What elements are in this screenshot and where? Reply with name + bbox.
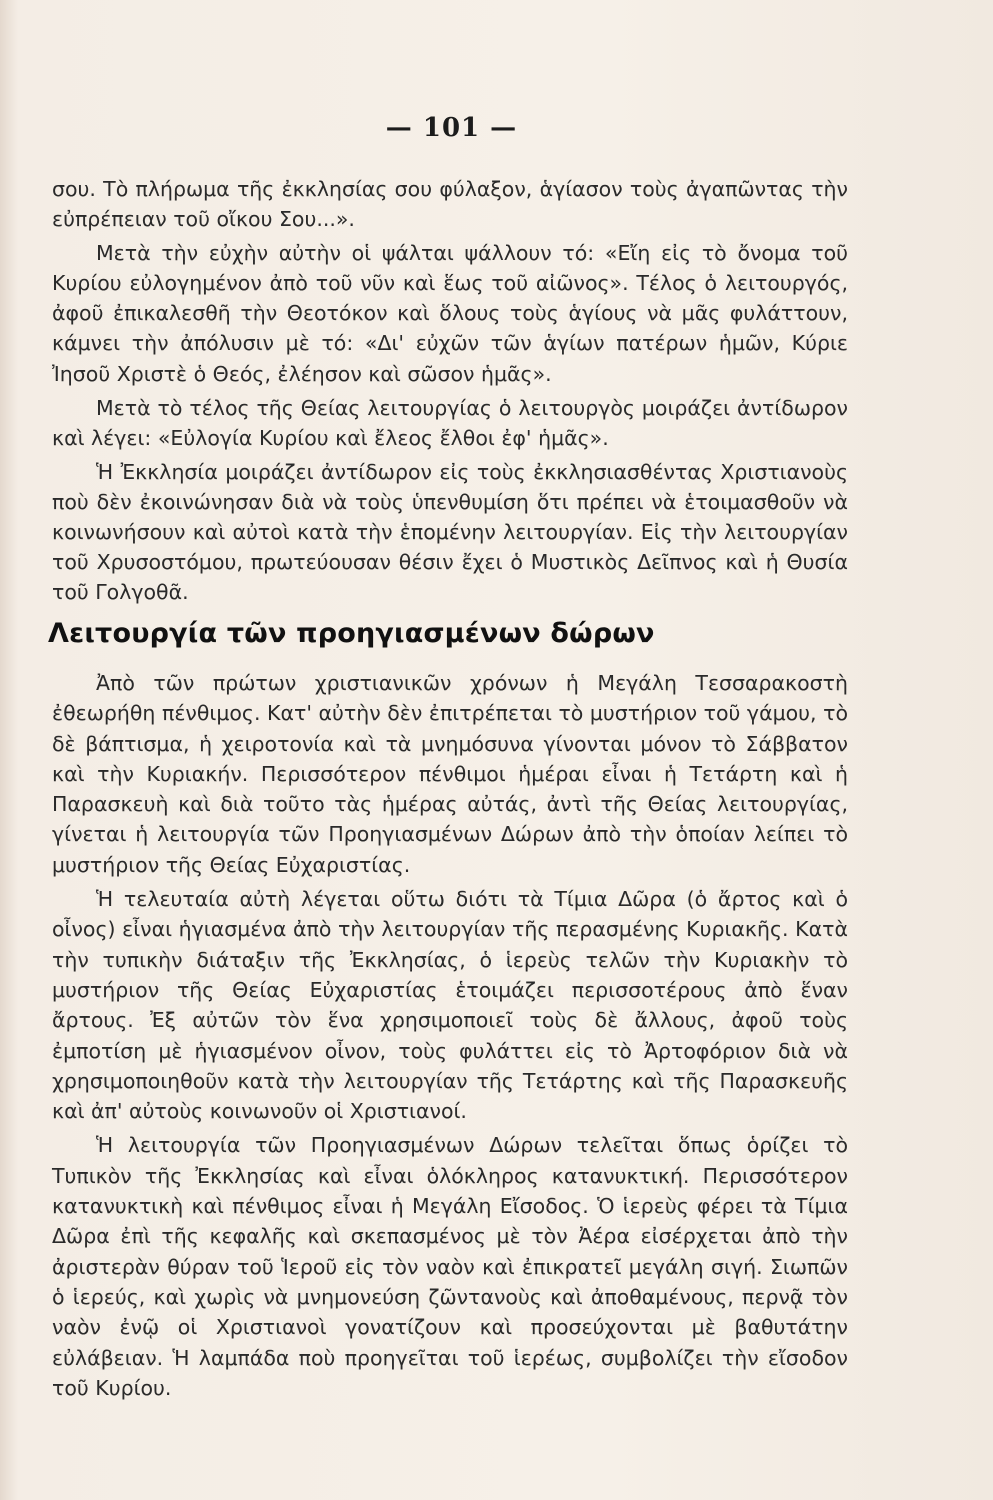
paragraph-continuation: σου. Τὸ πλήρωμα τῆς ἐκκλησίας σου φύλαξον, ἁγίασον τοὺς ἀγαπῶντας τὴν εὐπρέπειαν τοῦ οἴκου Σου...». [52, 177, 848, 232]
section-body [52, 668, 848, 1403]
paragraph-after-prayer: Μετὰ τὴν εὐχὴν αὐτὴν οἱ ψάλται ψάλλουν τό: «Εἴη εἰς τὸ ὄνομα τοῦ Κυρίου εὐλογημένον ἀπὸ τοῦ νῦν καὶ ἕως τοῦ αἰῶνος». Τέλος ὁ λειτουργός, ἀφοῦ ἐπικαλεσθῆ τὴν Θεοτόκον καὶ ὅλους τοὺς ἁγίους νὰ μᾶς φυλάττουν, κάμνει τὴν ἀπόλυσιν μὲ τό: «Δι' εὐχῶν τῶν ἁγίων πατέρων ἡμῶν, Κύριε Ἰησοῦ Χριστὲ ὁ Θεός, ἐλέησον καὶ σῶσον ἡμᾶς». [52, 241, 848, 386]
section-paragraph: Ἀπὸ τῶν πρώτων χριστιανικῶν χρόνων ἡ Μεγάλη Τεσσαρακοστὴ ἐθεωρήθη πένθιμος. Κατ' αὐτὴν δὲν ἐπιτρέπεται τὸ μυστήριον τοῦ γάμου, τὸ δὲ βάπτισμα, ἡ χειροτονία καὶ τὰ μνημόσυνα γίνονται μόνον τὸ Σάββατον καὶ τὴν Κυριακήν. Περισσότερον πένθιμοι ἡμέραι εἶναι ἡ Τετάρτη καὶ ἡ Παρασκευὴ καὶ διὰ τοῦτο τὰς ἡμέρας αὐτάς, ἀντὶ τῆς Θείας λειτουργίας, γίνεται ἡ λειτουργία τῶν Προηγιασμένων Δώρων ἀπὸ τὴν ὁποίαν λείπει τὸ μυστήριον τῆς Θείας Εὐχαριστίας. [52, 671, 848, 877]
paragraph-antidoron: Ἡ Ἐκκλησία μοιράζει ἀντίδωρον εἰς τοὺς ἐκκλησιασθέντας Χριστιανοὺς ποὺ δὲν ἐκοινώνησαν διὰ νὰ τοὺς ὑπενθυμίση ὅτι πρέπει νὰ ἑτοιμασθοῦν νὰ κοινωνήσουν καὶ αὐτοὶ κατὰ τὴν ἑπομένην λειτουργίαν. Εἰς τὴν λειτουργίαν τοῦ Χρυσοστόμου, πρωτεύουσαν θέσιν ἔχει ὁ Μυστικὸς Δεῖπνος καὶ ἡ Θυσία τοῦ Γολγοθᾶ. [52, 459, 848, 605]
paragraph-end-of-liturgy: Μετὰ τὸ τέλος τῆς Θείας λειτουργίας ὁ λειτουργὸς μοιράζει ἀντίδωρον καὶ λέγει: «Εὐλογία Κυρίου καὶ ἔλεος ἔλθοι ἐφ' ἡμᾶς». [52, 395, 848, 450]
page-number: — 101 — [385, 113, 518, 143]
section-paragraph: Ἡ τελευταία αὐτὴ λέγεται οὕτω διότι τὰ Τίμια Δῶρα (ὁ ἄρτος καὶ ὁ οἶνος) εἶναι ἡγιασμένα ἀπὸ τὴν λειτουργίαν τῆς περασμένης Κυριακῆς. Κατὰ τὴν τυπικὴν διάταξιν τῆς Ἐκκλησίας, ὁ ἱερεὺς τελῶν τὴν Κυριακὴν τὸ μυστήριον τῆς Θείας Εὐχαριστίας ἑτοιμάζει περισσοτέρους ἀπὸ ἕναν ἄρτους. Ἐξ αὐτῶν τὸν ἕνα χρησιμοποιεῖ τοὺς δὲ ἄλλους, ἀφοῦ τοὺς ἐμποτίση μὲ ἡγιασμένον οἶνον, τοὺς φυλάττει εἰς τὸ Ἀρτοφόριον διὰ νὰ χρησιμοποιηθοῦν κατὰ τὴν λειτουργίαν τῆς Τετάρτης καὶ τῆς Παρασκευῆς καὶ ἀπ' αὐτοὺς κοινωνοῦν οἱ Χριστιανοί. [52, 887, 848, 1124]
section-paragraph: Ἡ λειτουργία τῶν Προηγιασμένων Δώρων τελεῖται ὅπως ὁρίζει τὸ Τυπικὸν τῆς Ἐκκλησίας καὶ εἶναι ὁλόκληρος κατανυκτική. Περισσότερον κατανυκτικὴ καὶ πένθιμος εἶναι ἡ Μεγάλη Εἴσοδος. Ὁ ἱερεὺς φέρει τὰ Τίμια Δῶρα ἐπὶ τῆς κεφαλῆς καὶ σκεπασμένος μὲ τὸν Ἀέρα εἰσέρχεται ἀπὸ τὴν ἀριστερὰν θύραν τοῦ Ἱεροῦ εἰς τὸν ναὸν καὶ ἐπικρατεῖ μεγάλη σιγή. Σιωπῶν ὁ ἱερεύς, καὶ χωρὶς νὰ μνημονεύση ζῶντανοὺς καὶ ἀποθαμένους, περνᾷ τὸν ναὸν ἐνῷ οἱ Χριστιανοὶ γονατίζουν καὶ προσεύχονται μὲ βαθυτάτην εὐλάβειαν. Ἡ λαμπάδα ποὺ προηγεῖται τοῦ ἱερέως, συμβολίζει τὴν εἴσοδον τοῦ Κυρίου. [52, 1133, 848, 1400]
intro-text [52, 174, 848, 607]
section-heading: Λειτουργία τῶν προηγιασμένων δώρων [48, 618, 655, 649]
